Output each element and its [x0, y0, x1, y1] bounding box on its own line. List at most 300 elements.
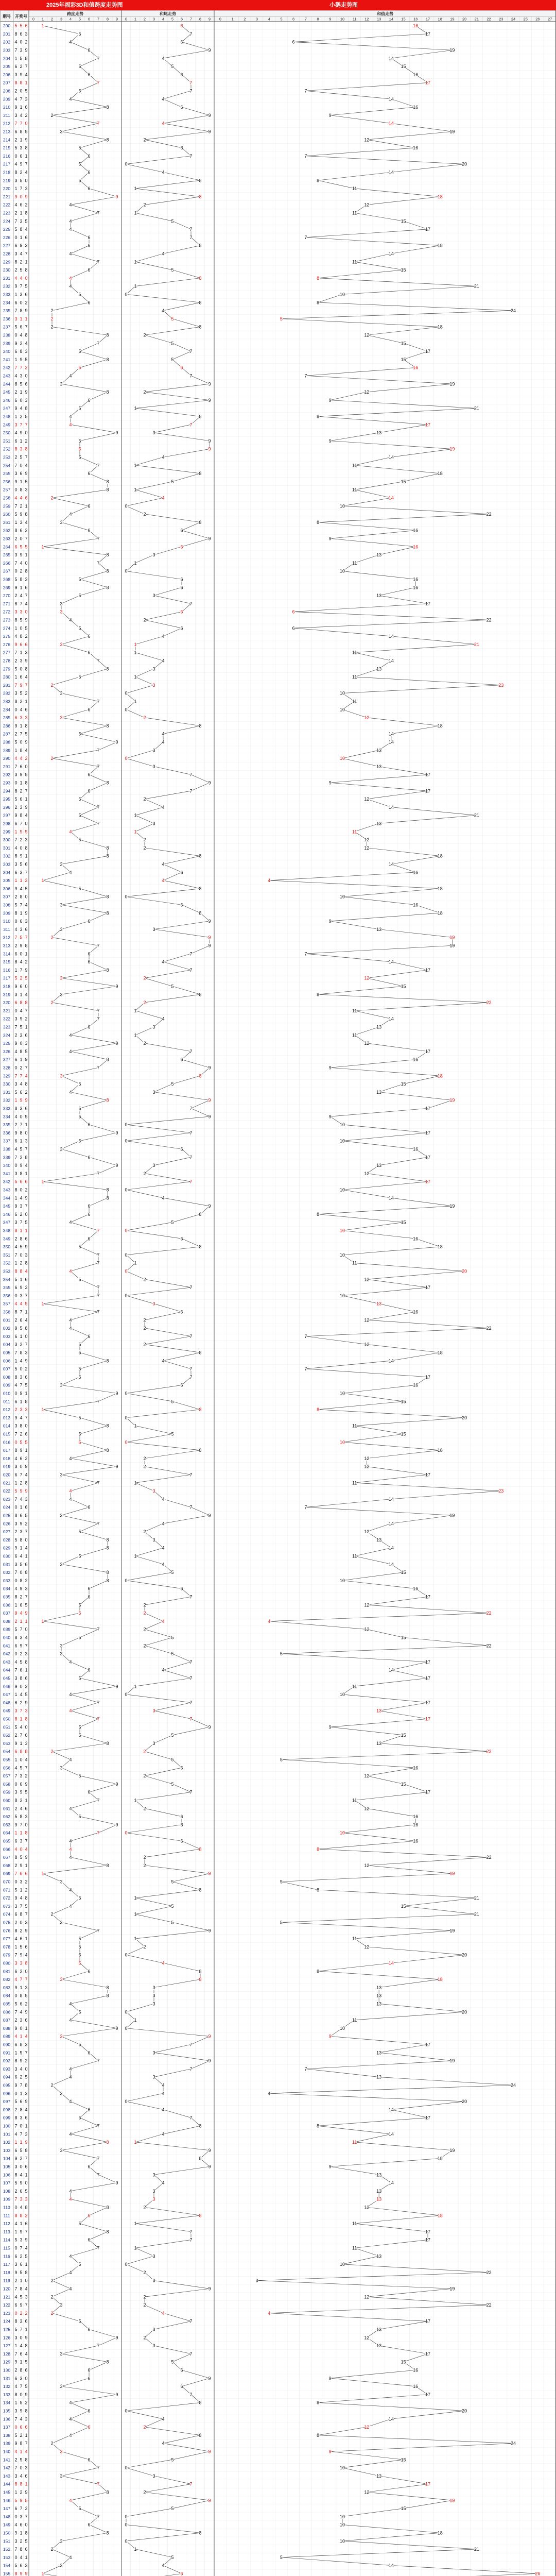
- draw-digit-2: 2: [20, 341, 22, 346]
- span-value-mark: 7: [97, 1700, 99, 1705]
- draw-digit-3: 9: [25, 1928, 27, 1933]
- draw-digit-2: 0: [20, 2335, 22, 2340]
- tail-value-mark: 6: [180, 1586, 183, 1591]
- tail-value-mark: 3: [152, 2189, 155, 2194]
- draw-digit-3: 3: [25, 1985, 27, 1990]
- period-label: 208: [3, 89, 10, 94]
- sum-value-mark: 12: [364, 2490, 369, 2495]
- sum-value-mark: 9: [329, 1724, 332, 1730]
- span-value-mark: 6: [88, 1969, 90, 1974]
- tail-value-mark: 9: [208, 1065, 211, 1071]
- span-value-mark: 6: [88, 2522, 90, 2528]
- span-value-mark: 8: [106, 569, 109, 574]
- period-label: 331: [3, 1090, 10, 1095]
- draw-digit-2: 2: [20, 1432, 22, 1437]
- draw-digit-3: 9: [25, 1244, 27, 1249]
- draw-digit-2: 5: [20, 267, 22, 273]
- draw-digit-1: 9: [14, 1611, 17, 1616]
- span-value-mark: 2: [50, 1912, 53, 1917]
- span-value-mark: 6: [88, 1334, 90, 1339]
- draw-digit-3: 5: [25, 544, 27, 549]
- draw-digit-1: 9: [14, 886, 17, 891]
- period-label: 111: [4, 2213, 10, 2218]
- draw-digit-3: 6: [25, 927, 27, 932]
- span-value-mark: 5: [78, 1554, 81, 1559]
- tail-value-mark: 0: [125, 2262, 127, 2267]
- period-label: 356: [3, 1293, 10, 1298]
- draw-digit-2: 9: [20, 1448, 22, 1453]
- draw-digit-3: 5: [25, 772, 27, 777]
- draw-digit-2: 3: [20, 447, 22, 452]
- draw-digit-2: 4: [20, 2205, 22, 2210]
- sum-value-mark: 16: [413, 1383, 418, 1388]
- period-label: 009: [3, 1383, 10, 1388]
- draw-digit-3: 4: [25, 520, 27, 525]
- span-value-mark: 7: [97, 748, 99, 753]
- tail-value-mark: 4: [162, 1619, 164, 1624]
- span-value-mark: 2: [50, 2083, 53, 2088]
- tail-value-mark: 7: [189, 2351, 192, 2357]
- sum-value-mark: 17: [425, 1155, 430, 1160]
- sum-value-mark: 5: [280, 1651, 283, 1656]
- draw-digit-1: 8: [14, 2058, 17, 2063]
- draw-digit-3: 3: [25, 398, 27, 403]
- draw-digit-1: 5: [14, 2002, 17, 2007]
- sum-value-mark: 20: [462, 162, 467, 167]
- draw-digit-1: 8: [14, 31, 17, 37]
- draw-digit-2: 1: [20, 2449, 22, 2454]
- draw-digit-2: 3: [20, 927, 22, 932]
- draw-digit-3: 6: [25, 1179, 27, 1184]
- draw-digit-2: 8: [20, 2368, 22, 2373]
- sum-value-mark: 17: [425, 2229, 430, 2234]
- period-label: 025: [3, 1513, 10, 1518]
- draw-digit-1: 6: [14, 2506, 17, 2511]
- span-value-mark: 4: [69, 1904, 72, 1909]
- draw-digit-1: 6: [14, 1334, 17, 1339]
- draw-digit-3: 9: [25, 2009, 27, 2014]
- tail-value-mark: 9: [208, 2148, 211, 2153]
- draw-digit-2: 3: [20, 658, 22, 664]
- period-label: 254: [3, 463, 10, 468]
- draw-digit-2: 9: [20, 943, 22, 948]
- draw-digit-2: 9: [20, 1098, 22, 1103]
- draw-digit-2: 6: [20, 1936, 22, 1941]
- sum-value-mark: 10: [340, 1252, 345, 1258]
- draw-digit-2: 8: [20, 1236, 22, 1241]
- period-label: 131: [3, 2376, 10, 2381]
- period-label: 259: [3, 503, 10, 509]
- draw-digit-1: 4: [14, 1586, 17, 1591]
- tail-value-mark: 6: [180, 544, 183, 549]
- draw-digit-3: 2: [25, 1285, 27, 1290]
- tail-value-mark: 2: [143, 1041, 146, 1046]
- span-value-mark: 5: [78, 162, 81, 167]
- draw-digit-2: 2: [20, 2075, 22, 2080]
- span-value-mark: 6: [88, 1586, 90, 1591]
- period-label: 024: [3, 1505, 10, 1510]
- sum-value-mark: 11: [352, 186, 357, 191]
- draw-digit-3: 9: [25, 1358, 27, 1363]
- span-value-mark: 3: [60, 1920, 62, 1925]
- draw-digit-3: 5: [25, 1692, 27, 1697]
- sum-tick-label: 5: [280, 17, 282, 22]
- draw-digit-1: 5: [14, 227, 17, 232]
- period-label: 007: [3, 1366, 10, 1371]
- draw-digit-2: 3: [20, 2197, 22, 2202]
- draw-digit-3: 3: [25, 2197, 27, 2202]
- span-value-mark: 3: [60, 2302, 62, 2308]
- draw-digit-2: 9: [20, 162, 22, 167]
- draw-digit-1: 7: [14, 2351, 17, 2357]
- draw-digit-2: 1: [20, 781, 22, 786]
- period-label: 088: [3, 2026, 10, 2031]
- period-label: 302: [3, 854, 10, 859]
- period-label: 089: [3, 2034, 10, 2039]
- sum-value-mark: 6: [292, 40, 295, 45]
- draw-digit-3: 7: [25, 1977, 27, 1982]
- span-value-mark: 4: [69, 2433, 72, 2438]
- tail-value-mark: 6: [180, 903, 183, 908]
- draw-digit-2: 1: [20, 1399, 22, 1404]
- draw-digit-2: 2: [20, 414, 22, 419]
- sum-value-mark: 12: [364, 1456, 369, 1461]
- period-label: 042: [3, 1651, 10, 1656]
- span-value-mark: 6: [88, 1212, 90, 1217]
- sum-value-mark: 14: [389, 658, 394, 664]
- sum-value-mark: 15: [401, 2360, 406, 2365]
- sum-value-mark: 19: [449, 935, 455, 940]
- span-value-mark: 4: [69, 2253, 72, 2259]
- sum-value-mark: 16: [413, 1057, 418, 1062]
- sum-value-mark: 10: [340, 2026, 345, 2031]
- tail-value-mark: 7: [189, 601, 192, 606]
- sum-value-mark: 16: [413, 903, 418, 908]
- span-value-mark: 4: [69, 1846, 72, 1852]
- draw-digit-1: 9: [14, 2270, 17, 2275]
- draw-digit-1: 6: [14, 1969, 17, 1974]
- sum-value-mark: 12: [364, 1627, 369, 1632]
- period-label: 286: [3, 723, 10, 728]
- span-value-mark: 9: [115, 1464, 118, 1469]
- span-value-mark: 7: [97, 1261, 99, 1266]
- sum-value-mark: 14: [389, 1195, 394, 1200]
- tail-value-mark: 0: [125, 691, 127, 696]
- period-label: 211: [3, 113, 10, 118]
- sum-value-mark: 12: [364, 1464, 369, 1469]
- draw-digit-2: 5: [20, 2294, 22, 2299]
- tail-value-mark: 1: [134, 2246, 136, 2251]
- tail-value-mark: 8: [199, 1350, 201, 1355]
- draw-digit-1: 3: [14, 113, 17, 118]
- draw-digit-1: 6: [14, 1749, 17, 1754]
- span-value-mark: 1: [41, 1301, 44, 1307]
- sum-value-mark: 14: [389, 455, 394, 460]
- draw-digit-2: 4: [20, 2066, 22, 2072]
- trend-chart: [0, 10, 556, 2576]
- draw-digit-2: 8: [20, 1269, 22, 1274]
- span-value-mark: 3: [60, 1147, 62, 1152]
- draw-digit-1: 6: [14, 129, 17, 134]
- draw-digit-1: 0: [14, 2514, 17, 2519]
- tail-value-mark: 4: [162, 1668, 164, 1673]
- period-label: 226: [3, 235, 10, 240]
- sum-value-mark: 11: [352, 2246, 357, 2251]
- span-value-mark: 9: [115, 1130, 118, 1136]
- draw-digit-3: 6: [25, 1432, 27, 1437]
- span-tick-label: 7: [97, 17, 99, 22]
- span-value-mark: 5: [78, 1375, 81, 1380]
- draw-digit-1: 2: [14, 1236, 17, 1241]
- draw-digit-3: 2: [25, 1887, 27, 1892]
- tail-value-mark: 1: [134, 487, 136, 493]
- draw-digit-2: 9: [20, 357, 22, 362]
- tail-value-mark: 0: [125, 2099, 127, 2104]
- period-label: 227: [3, 243, 10, 248]
- sum-value-mark: 22: [486, 2302, 492, 2308]
- draw-digit-1: 0: [14, 1008, 17, 1013]
- draw-digit-3: 7: [25, 683, 27, 688]
- span-value-mark: 7: [97, 1310, 99, 1315]
- draw-digit-2: 7: [20, 1122, 22, 1127]
- period-label: 271: [3, 601, 10, 606]
- draw-digit-2: 0: [20, 666, 22, 671]
- tail-value-mark: 4: [162, 2107, 164, 2112]
- sum-value-mark: 12: [364, 1806, 369, 1811]
- period-label: 268: [3, 577, 10, 582]
- draw-digit-2: 5: [20, 2148, 22, 2153]
- draw-digit-3: 2: [25, 1090, 27, 1095]
- tail-value-mark: 4: [162, 1546, 164, 1551]
- span-value-mark: 3: [60, 862, 62, 867]
- tail-value-mark: 2: [143, 2302, 146, 2308]
- period-label: 333: [3, 1106, 10, 1111]
- period-label: 132: [3, 2384, 10, 2389]
- tail-value-mark: 3: [152, 927, 155, 932]
- span-value-mark: 6: [88, 951, 90, 956]
- draw-digit-3: 1: [25, 1619, 27, 1624]
- draw-digit-1: 6: [14, 1285, 17, 1290]
- period-label: 087: [3, 2018, 10, 2023]
- draw-digit-2: 4: [20, 333, 22, 338]
- span-value-mark: 6: [88, 1155, 90, 1160]
- tail-value-mark: 2: [143, 1171, 146, 1176]
- draw-digit-2: 6: [20, 2099, 22, 2104]
- sum-value-mark: 16: [413, 2384, 418, 2389]
- draw-digit-1: 4: [14, 845, 17, 851]
- draw-digit-3: 7: [25, 1008, 27, 1013]
- span-value-mark: 6: [88, 528, 90, 533]
- period-label: 235: [3, 308, 10, 313]
- span-value-mark: 8: [106, 1057, 109, 1062]
- draw-digit-1: 9: [14, 2531, 17, 2536]
- span-value-mark: 8: [106, 479, 109, 484]
- draw-digit-2: 7: [20, 903, 22, 908]
- span-value-mark: 4: [69, 1887, 72, 1892]
- span-value-mark: 8: [106, 2531, 109, 2536]
- sum-value-mark: 17: [425, 31, 430, 37]
- draw-digit-2: 2: [20, 1212, 22, 1217]
- tail-value-mark: 1: [134, 1480, 136, 1485]
- span-value-mark: 4: [69, 1708, 72, 1714]
- draw-digit-1: 9: [14, 194, 17, 199]
- period-label: 030: [3, 1554, 10, 1559]
- tail-value-mark: 5: [171, 1733, 173, 1738]
- span-value-mark: 7: [97, 463, 99, 468]
- period-label: 276: [3, 642, 10, 647]
- draw-digit-1: 7: [14, 650, 17, 655]
- draw-digit-2: 2: [20, 2253, 22, 2259]
- draw-digit-1: 8: [14, 854, 17, 859]
- period-label: 274: [3, 625, 10, 631]
- draw-digit-3: 3: [25, 2465, 27, 2470]
- span-value-mark: 4: [69, 2002, 72, 2007]
- draw-digit-3: 3: [25, 2131, 27, 2137]
- tail-value-mark: 2: [143, 1317, 146, 1323]
- span-value-mark: 8: [106, 1546, 109, 1551]
- span-value-mark: 5: [78, 455, 81, 460]
- period-label: 219: [3, 178, 10, 183]
- draw-digit-1: 7: [14, 837, 17, 842]
- draw-digit-1: 8: [14, 2482, 17, 2487]
- sum-value-mark: 10: [340, 2538, 345, 2544]
- span-value-mark: 4: [69, 40, 72, 45]
- sum-value-mark: 11: [352, 1480, 357, 1485]
- draw-digit-3: 0: [25, 2522, 27, 2528]
- period-label: 300: [3, 837, 10, 842]
- span-value-mark: 7: [97, 561, 99, 566]
- span-value-mark: 3: [60, 2148, 62, 2153]
- sum-value-mark: 8: [317, 2400, 319, 2405]
- draw-digit-3: 5: [25, 218, 27, 224]
- draw-digit-3: 6: [25, 2115, 27, 2121]
- sum-value-mark: 12: [364, 1277, 369, 1282]
- sum-value-mark: 14: [389, 740, 394, 745]
- tail-value-mark: 7: [189, 951, 192, 956]
- draw-digit-1: 3: [14, 1961, 17, 1966]
- draw-digit-2: 0: [20, 1920, 22, 1925]
- period-label: 340: [3, 1163, 10, 1168]
- sum-value-mark: 26: [535, 2571, 540, 2576]
- tail-value-mark: 3: [152, 1741, 155, 1746]
- draw-digit-3: 5: [25, 2075, 27, 2080]
- sum-value-mark: 11: [352, 259, 357, 264]
- draw-digit-3: 8: [25, 333, 27, 338]
- period-label: 105: [3, 2164, 10, 2170]
- draw-digit-3: 8: [25, 1570, 27, 1575]
- draw-digit-1: 7: [14, 503, 17, 509]
- sum-value-mark: 14: [389, 170, 394, 175]
- period-label: 118: [3, 2270, 10, 2275]
- draw-digit-3: 3: [25, 919, 27, 924]
- sum-value-mark: 10: [340, 894, 345, 900]
- span-value-mark: 1: [41, 1871, 44, 1876]
- draw-digit-3: 3: [25, 2091, 27, 2096]
- period-label: 098: [3, 2107, 10, 2112]
- sum-value-mark: 7: [304, 951, 307, 956]
- tail-value-mark: 0: [125, 1252, 127, 1258]
- draw-digit-1: 1: [14, 2343, 17, 2348]
- span-value-mark: 1: [41, 1179, 44, 1184]
- tail-value-mark: 4: [162, 805, 164, 810]
- draw-digit-1: 6: [14, 2376, 17, 2381]
- span-value-mark: 7: [97, 211, 99, 216]
- period-label: 327: [3, 1057, 10, 1062]
- draw-digit-3: 8: [25, 145, 27, 150]
- sum-value-mark: 8: [317, 1407, 319, 1412]
- draw-digit-2: 3: [20, 374, 22, 379]
- draw-digit-1: 0: [14, 1993, 17, 1998]
- tail-value-mark: 0: [125, 2026, 127, 2031]
- draw-digit-2: 8: [20, 2441, 22, 2446]
- tail-value-mark: 3: [152, 1993, 155, 1998]
- draw-digit-3: 3: [25, 1708, 27, 1714]
- draw-digit-3: 5: [25, 1790, 27, 1795]
- draw-digit-2: 8: [20, 2107, 22, 2112]
- sum-value-mark: 14: [389, 1016, 394, 1022]
- draw-digit-2: 9: [20, 430, 22, 435]
- span-value-mark: 4: [69, 2018, 72, 2023]
- period-label: 082: [3, 1977, 10, 1982]
- draw-digit-2: 1: [20, 1228, 22, 1233]
- draw-digit-2: 4: [20, 2555, 22, 2560]
- sum-value-mark: 17: [425, 1717, 430, 1722]
- sum-value-mark: 17: [425, 2042, 430, 2047]
- draw-digit-3: 3: [25, 2294, 27, 2299]
- span-value-mark: 3: [60, 1513, 62, 1518]
- tail-value-mark: 8: [199, 325, 201, 330]
- draw-digit-2: 0: [20, 1188, 22, 1193]
- sum-value-mark: 14: [389, 1546, 394, 1551]
- draw-digit-3: 5: [25, 886, 27, 891]
- draw-digit-2: 9: [20, 1521, 22, 1526]
- tail-value-mark: 1: [134, 1423, 136, 1429]
- draw-digit-2: 0: [20, 1114, 22, 1119]
- draw-digit-2: 3: [20, 292, 22, 297]
- draw-digit-3: 7: [25, 64, 27, 69]
- period-label: 358: [3, 1310, 10, 1315]
- sum-value-mark: 7: [304, 235, 307, 240]
- sum-value-mark: 15: [401, 479, 406, 484]
- tail-value-mark: 4: [162, 2180, 164, 2185]
- draw-digit-1: 4: [14, 634, 17, 639]
- draw-digit-2: 8: [20, 227, 22, 232]
- draw-digit-2: 3: [20, 2115, 22, 2121]
- sum-value-mark: 12: [364, 333, 369, 338]
- sum-value-mark: 16: [413, 1586, 418, 1591]
- tail-value-mark: 6: [180, 1057, 183, 1062]
- draw-digit-1: 5: [14, 23, 17, 28]
- tail-value-mark: 8: [199, 1887, 201, 1892]
- span-value-mark: 6: [88, 2164, 90, 2170]
- span-value-mark: 4: [69, 276, 72, 281]
- draw-digit-3: 2: [25, 1188, 27, 1193]
- draw-digit-3: 6: [25, 292, 27, 297]
- draw-digit-3: 9: [25, 805, 27, 810]
- draw-digit-1: 1: [14, 1358, 17, 1363]
- span-value-mark: 2: [50, 935, 53, 940]
- draw-digit-3: 3: [25, 1252, 27, 1258]
- span-value-mark: 2: [50, 316, 53, 321]
- sum-value-mark: 9: [329, 438, 332, 444]
- draw-digit-3: 1: [25, 796, 27, 802]
- draw-digit-1: 6: [14, 398, 17, 403]
- period-label: 344: [3, 1195, 10, 1200]
- tail-value-mark: 1: [134, 1008, 136, 1013]
- sum-value-mark: 9: [329, 781, 332, 786]
- span-value-mark: 6: [88, 300, 90, 305]
- draw-digit-3: 6: [25, 2221, 27, 2226]
